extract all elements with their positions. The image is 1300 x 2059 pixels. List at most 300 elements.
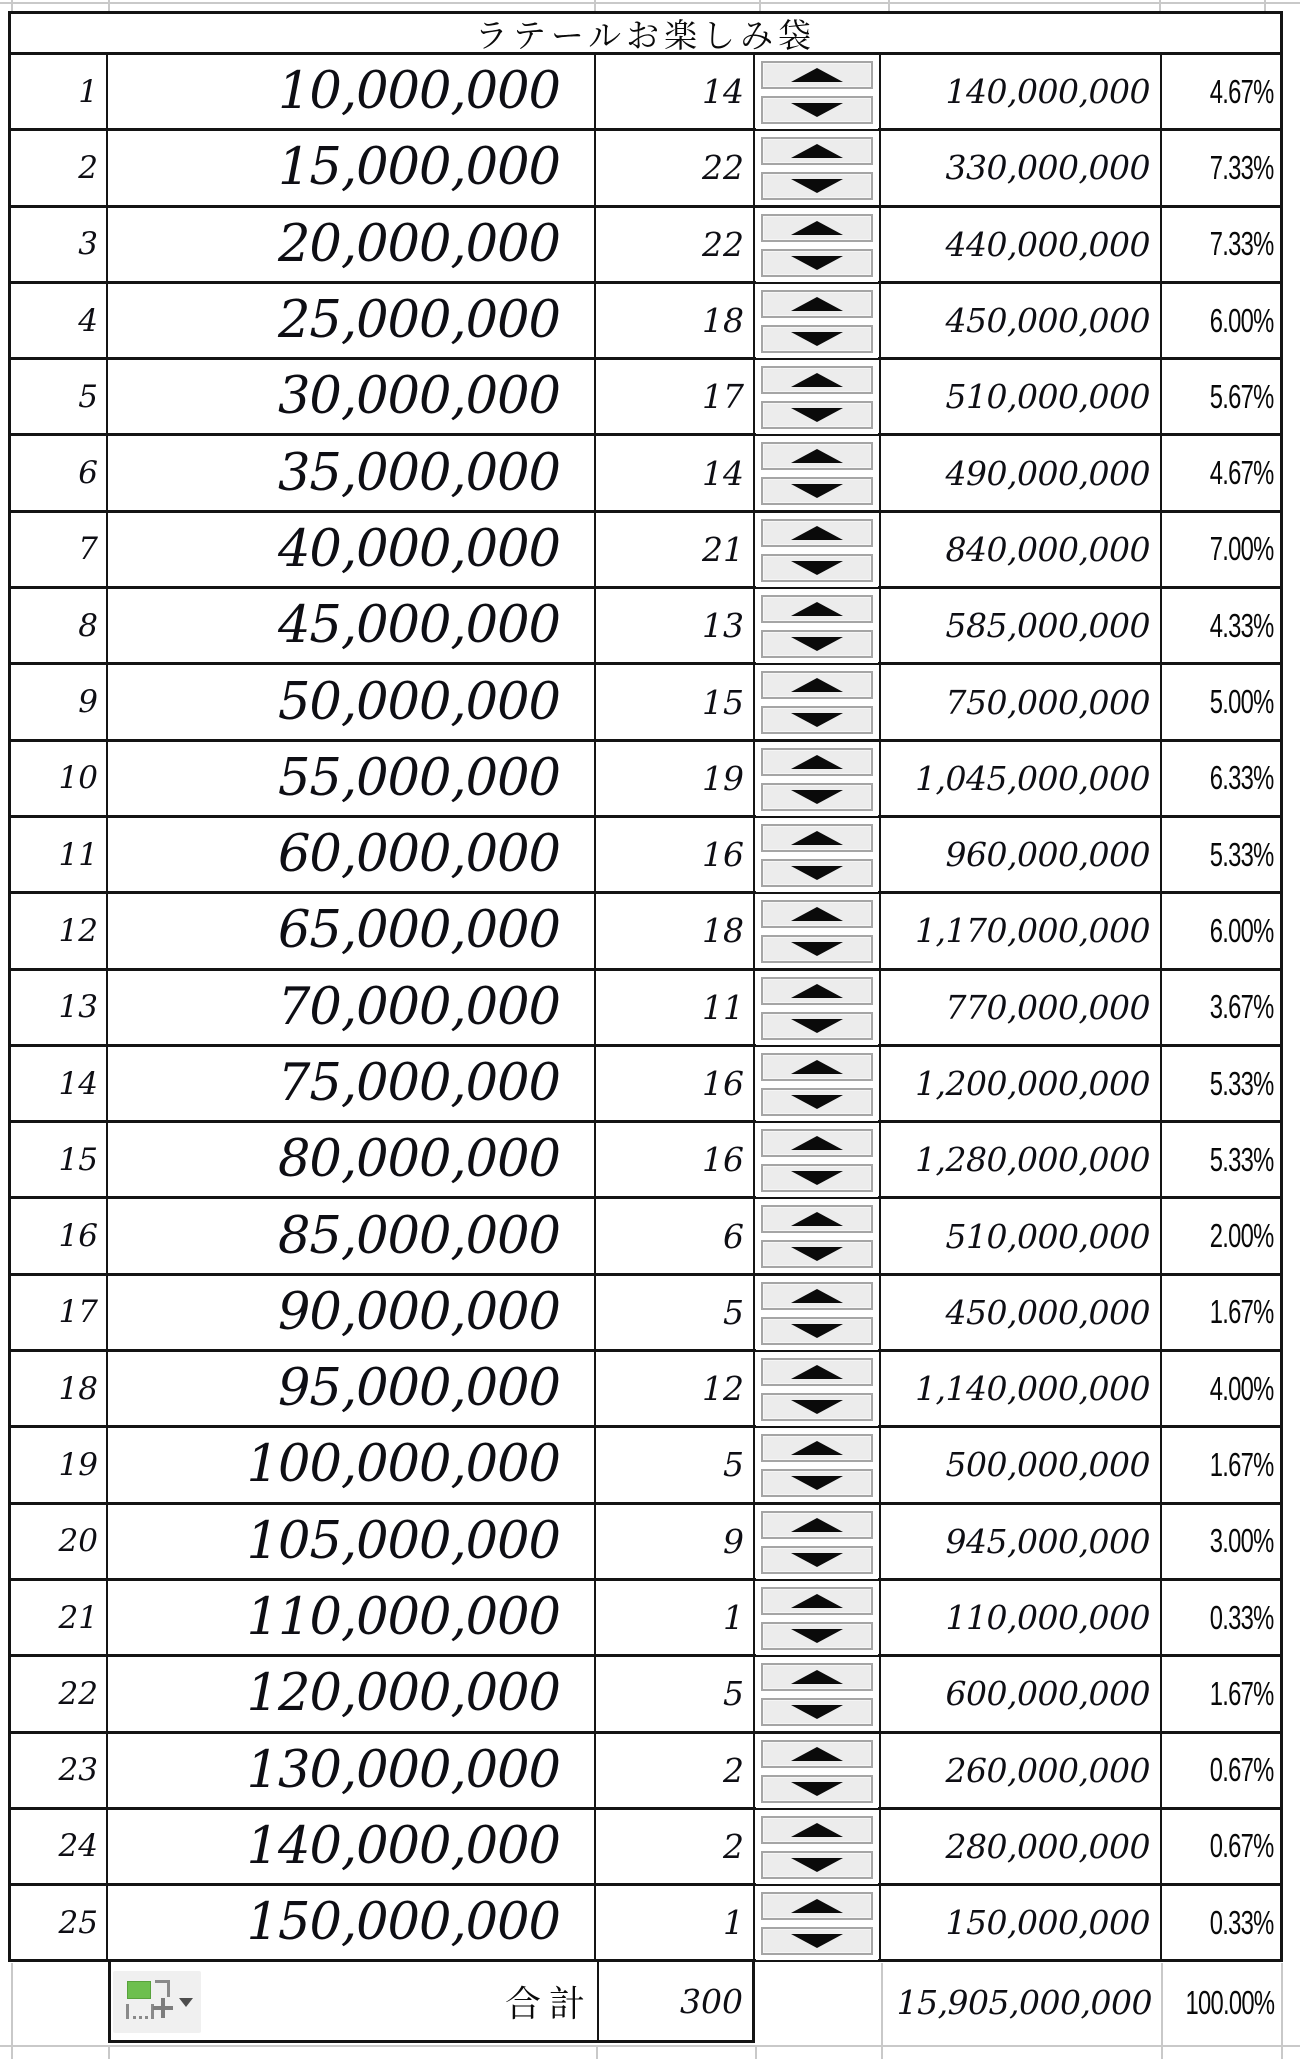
- percent-cell[interactable]: 4.67%: [1210, 72, 1274, 110]
- gridline: [596, 2046, 598, 2059]
- value-cell[interactable]: 450,000,000: [881, 1276, 1162, 1349]
- spin-down-button[interactable]: [761, 172, 873, 200]
- amount-cell[interactable]: 55,000,000: [108, 742, 596, 815]
- amount-cell[interactable]: 90,000,000: [108, 1276, 596, 1349]
- gridline: [0, 2, 1300, 4]
- count-cell[interactable]: 18: [596, 894, 755, 967]
- spinner-cell: [755, 1734, 881, 1807]
- value-cell[interactable]: 960,000,000: [881, 818, 1162, 891]
- count-cell[interactable]: 1: [596, 1581, 755, 1654]
- down-arrow-icon: [791, 103, 843, 117]
- percent-cell[interactable]: 7.33%: [1210, 225, 1274, 263]
- amount-cell[interactable]: 70,000,000: [108, 971, 596, 1044]
- spin-down-button[interactable]: [761, 477, 873, 505]
- down-arrow-icon: [791, 942, 843, 956]
- value-cell[interactable]: 945,000,000: [881, 1505, 1162, 1578]
- spin-up-button[interactable]: [761, 214, 873, 242]
- row-number-cell[interactable]: 2: [11, 131, 108, 204]
- spin-up-button[interactable]: [761, 824, 873, 852]
- row-number-cell[interactable]: 18: [11, 1352, 108, 1425]
- table-row: [11, 662, 1280, 738]
- row-number-cell[interactable]: 6: [11, 436, 108, 509]
- amount-cell[interactable]: 40,000,000: [108, 513, 596, 586]
- value-cell[interactable]: 510,000,000: [881, 360, 1162, 433]
- percent-cell[interactable]: 5.33%: [1210, 835, 1274, 873]
- up-arrow-icon: [791, 907, 843, 921]
- amount-cell[interactable]: 95,000,000: [108, 1352, 596, 1425]
- gridline: [1161, 2046, 1163, 2059]
- percent-cell[interactable]: 6.00%: [1210, 301, 1274, 339]
- percent-cell[interactable]: 2.00%: [1210, 1217, 1274, 1255]
- count-cell[interactable]: 17: [596, 360, 755, 433]
- spinner-cell: [755, 894, 881, 967]
- value-cell[interactable]: 750,000,000: [881, 665, 1162, 738]
- spin-up-button[interactable]: [761, 1663, 873, 1691]
- prize-table: [8, 11, 1283, 1962]
- up-arrow-icon: [791, 602, 843, 616]
- row-number-cell[interactable]: 10: [11, 742, 108, 815]
- row-number-cell[interactable]: 1: [11, 55, 108, 128]
- count-spinner: [756, 744, 878, 816]
- spinner-cell: [755, 360, 881, 433]
- down-arrow-icon: [791, 1095, 843, 1109]
- row-number-cell[interactable]: 12: [11, 894, 108, 967]
- amount-cell[interactable]: 85,000,000: [108, 1199, 596, 1272]
- amount-cell[interactable]: 80,000,000: [108, 1123, 596, 1196]
- count-spinner: [756, 1278, 878, 1350]
- up-arrow-icon: [791, 984, 843, 998]
- spin-down-button[interactable]: [761, 249, 873, 277]
- count-spinner: [756, 1736, 878, 1808]
- value-cell[interactable]: 600,000,000: [881, 1657, 1162, 1730]
- value-cell[interactable]: 260,000,000: [881, 1734, 1162, 1807]
- down-arrow-icon: [791, 484, 843, 498]
- down-arrow-icon: [791, 1553, 843, 1567]
- count-cell[interactable]: 14: [596, 55, 755, 128]
- spinner-cell: [755, 131, 881, 204]
- percent-cell[interactable]: 0.67%: [1210, 1827, 1274, 1865]
- table-title-cell[interactable]: [11, 14, 1280, 52]
- up-arrow-icon: [791, 678, 843, 692]
- gridline: [1161, 1963, 1163, 2045]
- value-cell[interactable]: 280,000,000: [881, 1810, 1162, 1883]
- value-cell[interactable]: 1,140,000,000: [881, 1352, 1162, 1425]
- row-number-cell[interactable]: 13: [11, 971, 108, 1044]
- down-arrow-icon: [791, 1400, 843, 1414]
- gridline: [759, 0, 761, 11]
- count-cell[interactable]: 12: [596, 1352, 755, 1425]
- row-number-cell[interactable]: 23: [11, 1734, 108, 1807]
- count-spinner: [756, 973, 878, 1045]
- count-cell[interactable]: 22: [596, 131, 755, 204]
- spin-up-button[interactable]: [761, 900, 873, 928]
- row-number-cell[interactable]: 14: [11, 1047, 108, 1120]
- gridline: [108, 2046, 110, 2059]
- percent-cell[interactable]: 0.33%: [1210, 1903, 1274, 1941]
- down-arrow-icon: [791, 637, 843, 651]
- rows-container: [11, 52, 1280, 1959]
- count-cell[interactable]: 16: [596, 1047, 755, 1120]
- count-cell[interactable]: 14: [596, 436, 755, 509]
- percent-cell[interactable]: 7.33%: [1210, 148, 1274, 186]
- gridline: [594, 0, 596, 11]
- count-cell[interactable]: 13: [596, 589, 755, 662]
- spin-up-button[interactable]: [761, 61, 873, 89]
- count-spinner: [756, 591, 878, 663]
- percent-cell[interactable]: 0.67%: [1210, 1751, 1274, 1789]
- amount-cell[interactable]: 20,000,000: [108, 208, 596, 281]
- spin-down-button[interactable]: [761, 1546, 873, 1574]
- count-cell[interactable]: 11: [596, 971, 755, 1044]
- amount-cell[interactable]: 35,000,000: [108, 436, 596, 509]
- row-number-cell[interactable]: 9: [11, 665, 108, 738]
- row-number-cell[interactable]: 4: [11, 284, 108, 357]
- amount-cell[interactable]: 110,000,000: [108, 1581, 596, 1654]
- table-row: [11, 1883, 1280, 1959]
- value-cell[interactable]: 490,000,000: [881, 436, 1162, 509]
- count-cell[interactable]: 19: [596, 742, 755, 815]
- spinner-cell: [755, 1428, 881, 1501]
- plus-icon: [153, 1997, 175, 2019]
- spin-down-button[interactable]: [761, 706, 873, 734]
- options-icon-outline: [126, 2004, 154, 2019]
- spin-down-button[interactable]: [761, 1851, 873, 1879]
- count-cell[interactable]: 9: [596, 1505, 755, 1578]
- value-cell[interactable]: 1,200,000,000: [881, 1047, 1162, 1120]
- count-spinner: [756, 667, 878, 739]
- table-row: [11, 891, 1280, 967]
- down-arrow-icon: [791, 1247, 843, 1261]
- up-arrow-icon: [791, 1670, 843, 1684]
- up-arrow-icon: [791, 1136, 843, 1150]
- amount-cell[interactable]: 30,000,000: [108, 360, 596, 433]
- table-row: [11, 1044, 1280, 1120]
- table-row: [11, 968, 1280, 1044]
- spin-up-button[interactable]: [761, 290, 873, 318]
- spin-down-button[interactable]: [761, 630, 873, 658]
- down-arrow-icon: [791, 561, 843, 575]
- options-icon: [127, 1981, 151, 1999]
- percent-cell[interactable]: 5.00%: [1210, 683, 1274, 721]
- down-arrow-icon: [791, 256, 843, 270]
- spinner-cell: [755, 208, 881, 281]
- total-row: [108, 1962, 755, 2043]
- value-cell[interactable]: 1,280,000,000: [881, 1123, 1162, 1196]
- down-arrow-icon: [791, 1629, 843, 1643]
- amount-cell[interactable]: 130,000,000: [108, 1734, 596, 1807]
- spin-down-button[interactable]: [761, 1012, 873, 1040]
- table-row: [11, 433, 1280, 509]
- gridline: [755, 2046, 757, 2059]
- percent-cell[interactable]: 5.67%: [1210, 377, 1274, 415]
- count-spinner: [756, 1812, 878, 1884]
- spin-down-button[interactable]: [761, 554, 873, 582]
- count-cell[interactable]: 18: [596, 284, 755, 357]
- count-spinner: [756, 896, 878, 968]
- total-value-cell[interactable]: 15,905,000,000: [896, 1983, 1152, 2022]
- row-number-cell[interactable]: 25: [11, 1886, 108, 1959]
- spin-down-button[interactable]: [761, 1240, 873, 1268]
- up-arrow-icon: [791, 1212, 843, 1226]
- row-number-cell[interactable]: 17: [11, 1276, 108, 1349]
- percent-cell[interactable]: 4.67%: [1210, 454, 1274, 492]
- gridline: [881, 2046, 883, 2059]
- table-row: [11, 1196, 1280, 1272]
- count-cell[interactable]: 1: [596, 1886, 755, 1959]
- spin-up-button[interactable]: [761, 442, 873, 470]
- percent-cell[interactable]: 3.67%: [1210, 988, 1274, 1026]
- down-arrow-icon: [791, 790, 843, 804]
- up-arrow-icon: [791, 1060, 843, 1074]
- count-spinner: [756, 210, 878, 282]
- up-arrow-icon: [791, 1594, 843, 1608]
- spin-up-button[interactable]: [761, 977, 873, 1005]
- amount-cell[interactable]: 105,000,000: [108, 1505, 596, 1578]
- count-spinner: [756, 820, 878, 892]
- up-arrow-icon: [791, 144, 843, 158]
- up-arrow-icon: [791, 1441, 843, 1455]
- up-arrow-icon: [791, 297, 843, 311]
- down-arrow-icon: [791, 332, 843, 346]
- total-count-cell[interactable]: 300: [680, 1981, 743, 2021]
- value-cell[interactable]: 110,000,000: [881, 1581, 1162, 1654]
- spin-up-button[interactable]: [761, 671, 873, 699]
- value-cell[interactable]: 330,000,000: [881, 131, 1162, 204]
- percent-cell[interactable]: 4.33%: [1210, 606, 1274, 644]
- value-cell[interactable]: 585,000,000: [881, 589, 1162, 662]
- spin-down-button[interactable]: [761, 935, 873, 963]
- amount-cell[interactable]: 100,000,000: [108, 1428, 596, 1501]
- up-arrow-icon: [791, 221, 843, 235]
- table-row: [11, 52, 1280, 128]
- count-cell[interactable]: 21: [596, 513, 755, 586]
- spin-up-button[interactable]: [761, 1892, 873, 1920]
- spin-up-button[interactable]: [761, 519, 873, 547]
- count-cell[interactable]: 15: [596, 665, 755, 738]
- count-cell[interactable]: 6: [596, 1199, 755, 1272]
- row-number-cell[interactable]: 19: [11, 1428, 108, 1501]
- spin-up-button[interactable]: [761, 1282, 873, 1310]
- percent-cell[interactable]: 0.33%: [1210, 1598, 1274, 1636]
- spinner-cell: [755, 818, 881, 891]
- gridline: [1159, 0, 1161, 11]
- spin-up-button[interactable]: [761, 366, 873, 394]
- value-cell[interactable]: 140,000,000: [881, 55, 1162, 128]
- count-spinner: [756, 1888, 878, 1960]
- table-row: [11, 1273, 1280, 1349]
- options-icon-bracket: [155, 1980, 170, 1997]
- amount-cell[interactable]: 75,000,000: [108, 1047, 596, 1120]
- spin-up-button[interactable]: [761, 748, 873, 776]
- spin-up-button[interactable]: [761, 1205, 873, 1233]
- gridline: [881, 1963, 883, 2045]
- amount-cell[interactable]: 150,000,000: [108, 1886, 596, 1959]
- spin-up-button[interactable]: [761, 1740, 873, 1768]
- down-arrow-icon: [791, 1019, 843, 1033]
- spin-down-button[interactable]: [761, 325, 873, 353]
- amount-cell[interactable]: 65,000,000: [108, 894, 596, 967]
- spin-up-button[interactable]: [761, 595, 873, 623]
- gridline: [1264, 0, 1266, 11]
- spin-down-button[interactable]: [761, 859, 873, 887]
- spin-down-button[interactable]: [761, 1317, 873, 1345]
- up-arrow-icon: [791, 1899, 843, 1913]
- gridline: [108, 0, 110, 11]
- row-number-cell[interactable]: 11: [11, 818, 108, 891]
- value-cell[interactable]: 840,000,000: [881, 513, 1162, 586]
- up-arrow-icon: [791, 1289, 843, 1303]
- count-cell[interactable]: 2: [596, 1734, 755, 1807]
- amount-cell[interactable]: 10,000,000: [108, 55, 596, 128]
- up-arrow-icon: [791, 831, 843, 845]
- count-spinner: [756, 1125, 878, 1197]
- row-number-cell[interactable]: 24: [11, 1810, 108, 1883]
- count-spinner: [756, 1430, 878, 1502]
- count-spinner: [756, 438, 878, 510]
- percent-cell[interactable]: 5.33%: [1210, 1140, 1274, 1178]
- total-label: 合計: [504, 1982, 593, 2024]
- count-cell[interactable]: 16: [596, 1123, 755, 1196]
- value-cell[interactable]: 500,000,000: [881, 1428, 1162, 1501]
- amount-cell[interactable]: 120,000,000: [108, 1657, 596, 1730]
- spin-up-button[interactable]: [761, 1816, 873, 1844]
- table-row: [11, 1807, 1280, 1883]
- percent-cell[interactable]: 1.67%: [1210, 1445, 1274, 1483]
- down-arrow-icon: [791, 1858, 843, 1872]
- spin-down-button[interactable]: [761, 1622, 873, 1650]
- table-row: [11, 586, 1280, 662]
- up-arrow-icon: [791, 755, 843, 769]
- spin-up-button[interactable]: [761, 1434, 873, 1462]
- value-cell[interactable]: 510,000,000: [881, 1199, 1162, 1272]
- table-row: [11, 357, 1280, 433]
- value-cell[interactable]: 770,000,000: [881, 971, 1162, 1044]
- percent-cell[interactable]: 5.33%: [1210, 1064, 1274, 1102]
- count-cell[interactable]: 5: [596, 1428, 755, 1501]
- percent-cell[interactable]: 7.00%: [1210, 530, 1274, 568]
- spinner-cell: [755, 513, 881, 586]
- spin-up-button[interactable]: [761, 1587, 873, 1615]
- table-row: [11, 128, 1280, 204]
- table-row: [11, 1120, 1280, 1196]
- count-spinner: [756, 1201, 878, 1273]
- row-number-cell[interactable]: 20: [11, 1505, 108, 1578]
- spin-down-button[interactable]: [761, 96, 873, 124]
- gridline: [0, 2045, 1300, 2047]
- spin-up-button[interactable]: [761, 137, 873, 165]
- count-spinner: [756, 1354, 878, 1426]
- count-cell[interactable]: 5: [596, 1657, 755, 1730]
- spin-up-button[interactable]: [761, 1053, 873, 1081]
- spinner-cell: [755, 1505, 881, 1578]
- percent-cell[interactable]: 6.33%: [1210, 759, 1274, 797]
- spinner-cell: [755, 589, 881, 662]
- spin-down-button[interactable]: [761, 1469, 873, 1497]
- row-number-cell[interactable]: 16: [11, 1199, 108, 1272]
- row-number-cell[interactable]: 5: [11, 360, 108, 433]
- spinner-cell: [755, 1352, 881, 1425]
- gridline: [888, 0, 890, 11]
- value-cell[interactable]: 1,170,000,000: [881, 894, 1162, 967]
- gridline: [1281, 2046, 1283, 2059]
- spin-up-button[interactable]: [761, 1358, 873, 1386]
- row-number-cell[interactable]: 21: [11, 1581, 108, 1654]
- table-row: [11, 815, 1280, 891]
- insert-options-button[interactable]: [113, 1971, 201, 2033]
- spin-up-button[interactable]: [761, 1129, 873, 1157]
- spinner-cell: [755, 436, 881, 509]
- spin-down-button[interactable]: [761, 1775, 873, 1803]
- table-row: [11, 281, 1280, 357]
- spin-down-button[interactable]: [761, 1164, 873, 1192]
- count-spinner: [756, 286, 878, 358]
- total-percent-cell[interactable]: 100.00%: [1185, 1983, 1274, 2021]
- table-row: [11, 739, 1280, 815]
- percent-cell[interactable]: 1.67%: [1210, 1674, 1274, 1712]
- chevron-down-icon: [179, 1998, 193, 2007]
- amount-cell[interactable]: 45,000,000: [108, 589, 596, 662]
- amount-cell[interactable]: 15,000,000: [108, 131, 596, 204]
- spinner-cell: [755, 1886, 881, 1959]
- spinner-cell: [755, 1581, 881, 1654]
- percent-cell[interactable]: 6.00%: [1210, 911, 1274, 949]
- spin-down-button[interactable]: [761, 783, 873, 811]
- count-spinner: [756, 362, 878, 434]
- up-arrow-icon: [791, 1518, 843, 1532]
- table-row: [11, 1654, 1280, 1730]
- gridline: [11, 1963, 13, 2045]
- value-cell[interactable]: 450,000,000: [881, 284, 1162, 357]
- row-number-cell[interactable]: 15: [11, 1123, 108, 1196]
- spin-down-button[interactable]: [761, 1088, 873, 1116]
- percent-cell[interactable]: 3.00%: [1210, 1522, 1274, 1560]
- down-arrow-icon: [791, 1705, 843, 1719]
- row-number-cell[interactable]: 7: [11, 513, 108, 586]
- spin-down-button[interactable]: [761, 1927, 873, 1955]
- up-arrow-icon: [791, 1823, 843, 1837]
- amount-cell[interactable]: 25,000,000: [108, 284, 596, 357]
- amount-cell[interactable]: 60,000,000: [108, 818, 596, 891]
- count-cell[interactable]: 5: [596, 1276, 755, 1349]
- table-row: [11, 1349, 1280, 1425]
- spinner-cell: [755, 1276, 881, 1349]
- spin-up-button[interactable]: [761, 1511, 873, 1539]
- count-cell[interactable]: 22: [596, 208, 755, 281]
- spin-down-button[interactable]: [761, 1393, 873, 1421]
- page-title: ラテールお楽しみ袋: [474, 16, 817, 52]
- table-row: [11, 1502, 1280, 1578]
- percent-cell[interactable]: 4.00%: [1210, 1369, 1274, 1407]
- percent-cell[interactable]: 1.67%: [1210, 1293, 1274, 1331]
- amount-cell[interactable]: 50,000,000: [108, 665, 596, 738]
- spin-down-button[interactable]: [761, 1698, 873, 1726]
- count-cell[interactable]: 2: [596, 1810, 755, 1883]
- table-row: [11, 1425, 1280, 1501]
- spinner-cell: [755, 665, 881, 738]
- value-cell[interactable]: 150,000,000: [881, 1886, 1162, 1959]
- down-arrow-icon: [791, 1324, 843, 1338]
- count-spinner: [756, 1507, 878, 1579]
- value-cell[interactable]: 440,000,000: [881, 208, 1162, 281]
- spin-down-button[interactable]: [761, 401, 873, 429]
- amount-cell[interactable]: 140,000,000: [108, 1810, 596, 1883]
- value-cell[interactable]: 1,045,000,000: [881, 742, 1162, 815]
- row-number-cell[interactable]: 8: [11, 589, 108, 662]
- row-number-cell[interactable]: 3: [11, 208, 108, 281]
- row-number-cell[interactable]: 22: [11, 1657, 108, 1730]
- down-arrow-icon: [791, 1476, 843, 1490]
- count-cell[interactable]: 16: [596, 818, 755, 891]
